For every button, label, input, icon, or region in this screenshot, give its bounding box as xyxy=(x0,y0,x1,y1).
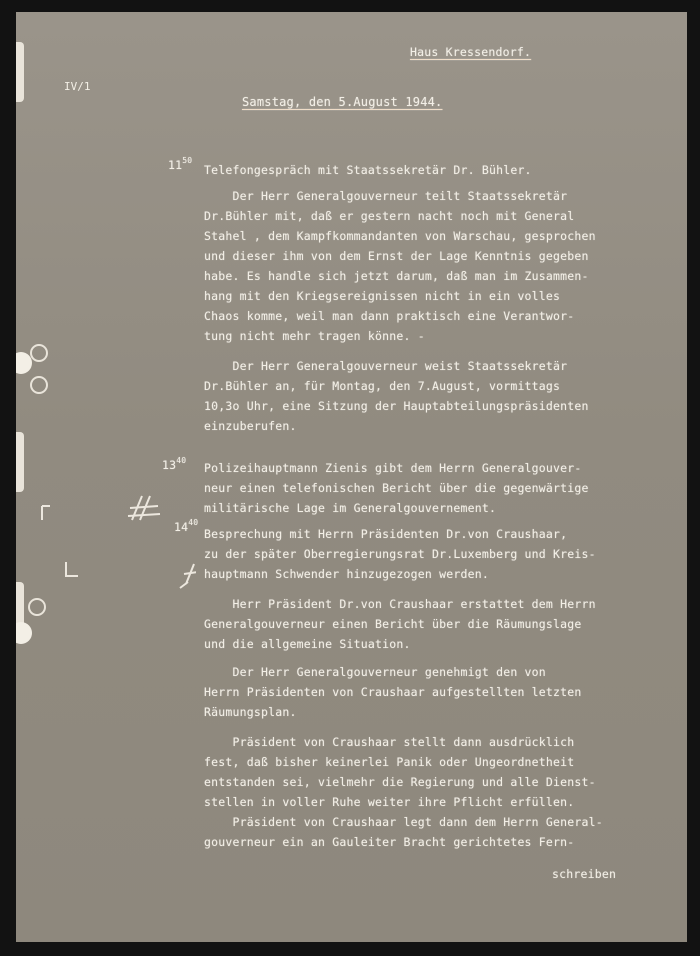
entry-line: Der Herr Generalgouverneur genehmigt den von xyxy=(204,665,546,679)
entry-line: neur einen telefonischen Bericht über die gegenwärtige xyxy=(204,481,589,495)
date-heading: Samstag, den 5.August 1944. xyxy=(242,95,443,109)
entry-line: hang mit den Kriegsereignissen nicht in ein volles xyxy=(204,289,561,303)
entry-line: 10,3o Uhr, eine Sitzung der Hauptabteilungspräsidenten xyxy=(204,399,589,413)
punch-hole-ring xyxy=(30,344,48,362)
entry-line: Stahel , dem Kampfkommandanten von Warschau, gesprochen xyxy=(204,229,596,243)
entry-line: und dieser ihm von dem Ernst der Lage Kenntnis gegeben xyxy=(204,249,589,263)
entry-line: Herr Präsident Dr.von Craushaar erstattet dem Herrn xyxy=(204,597,596,611)
time-stamp: $11^{50}$ xyxy=(168,156,193,172)
entry-line: entstanden sei, vielmehr die Regierung und alle Dienst- xyxy=(204,775,596,789)
punch-hole xyxy=(16,622,32,644)
entry-line: tung nicht mehr tragen könne. - xyxy=(204,329,425,343)
entry-line: habe. Es handle sich jetzt darum, daß man im Zusammen- xyxy=(204,269,589,283)
entry-line: militärische Lage im Generalgouvernement. xyxy=(204,501,497,515)
entry-line: Räumungsplan. xyxy=(204,705,297,719)
punch-hole-ring xyxy=(30,376,48,394)
entry-line: Dr.Bühler an, für Montag, den 7.August, vormittags xyxy=(204,379,561,393)
entry-line: Präsident von Craushaar stellt dann ausdrücklich xyxy=(204,735,575,749)
entry-line: einzuberufen. xyxy=(204,419,297,433)
document-page xyxy=(16,12,687,942)
entry-line: fest, daß bisher keinerlei Panik oder Ungeordnetheit xyxy=(204,755,575,769)
entry-line: gouverneur ein an Gauleiter Bracht gerichtetes Fern- xyxy=(204,835,575,849)
time-stamp: $14^{40}$ xyxy=(174,518,199,534)
entry-line: zu der später Oberregierungsrat Dr.Luxemberg und Kreis- xyxy=(204,547,596,561)
entry-line: Herrn Präsidenten von Craushaar aufgestellten letzten xyxy=(204,685,582,699)
place-heading: Haus Kressendorf. xyxy=(410,45,532,59)
entry-line: Polizeihauptmann Zienis gibt dem Herrn Generalgouver- xyxy=(204,461,582,475)
entry-line: und die allgemeine Situation. xyxy=(204,637,411,651)
entry-line: Chaos komme, weil man dann praktisch eine Verantwor- xyxy=(204,309,575,323)
entry-line: Besprechung mit Herrn Präsidenten Dr.von Craushaar, xyxy=(204,527,568,541)
entry-line: Telefongespräch mit Staatssekretär Dr. Bühler. xyxy=(204,163,532,177)
binder-slot xyxy=(16,432,24,492)
time-stamp: $13^{40}$ xyxy=(162,456,187,472)
binder-slot xyxy=(16,42,24,102)
entry-line: stellen in voller Ruhe weiter ihre Pflicht erfüllen. xyxy=(204,795,575,809)
entry-line: Präsident von Craushaar legt dann dem Herrn General- xyxy=(204,815,603,829)
margin-marks xyxy=(36,492,199,602)
entry-line: Dr.Bühler mit, daß er gestern nacht noch mit General xyxy=(204,209,575,223)
catchword: schreiben xyxy=(552,867,617,881)
entry-line: Der Herr Generalgouverneur teilt Staatssekretär xyxy=(204,189,568,203)
folio-number: IV/1 xyxy=(64,80,91,93)
entry-line: hauptmann Schwender hinzugezogen werden. xyxy=(204,567,489,581)
entry-line: Der Herr Generalgouverneur weist Staatssekretär xyxy=(204,359,568,373)
entry-line: Generalgouverneur einen Bericht über die Räumungslage xyxy=(204,617,582,631)
